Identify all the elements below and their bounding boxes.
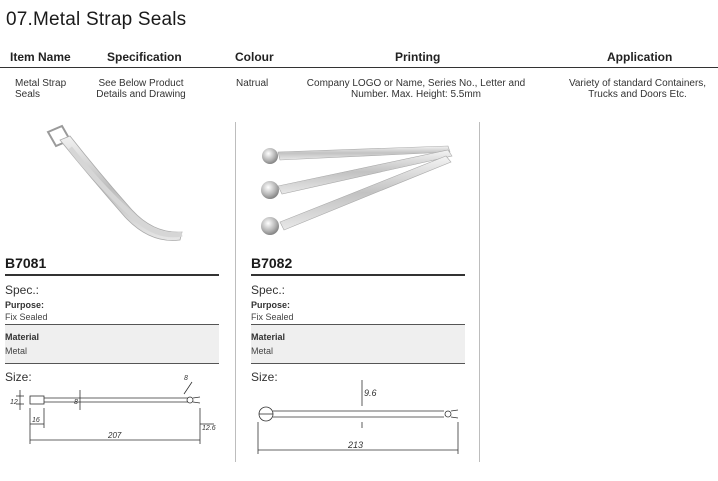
product-code: B7081 bbox=[5, 255, 47, 271]
cell-item-name: Metal Strap Seals bbox=[15, 78, 67, 100]
column-divider bbox=[235, 122, 236, 462]
cell-printing: Company LOGO or Name, Series No., Letter and Number. Max. Height: 5.5mm bbox=[306, 78, 526, 100]
divider bbox=[5, 363, 219, 364]
header-colour: Colour bbox=[235, 50, 274, 64]
material-label: Material bbox=[251, 332, 286, 342]
size-label: Size: bbox=[251, 370, 278, 384]
dim-hole: 16 bbox=[32, 417, 40, 424]
dim-tail: 12.6 bbox=[202, 425, 216, 432]
cell-specification: See Below Product Details and Drawing bbox=[96, 78, 186, 100]
material-band bbox=[5, 325, 219, 363]
cell-colour: Natrual bbox=[236, 78, 269, 89]
dim-length: 207 bbox=[108, 431, 122, 440]
divider bbox=[5, 274, 219, 276]
spec-label: Spec.: bbox=[251, 283, 286, 297]
purpose-value: Fix Sealed bbox=[5, 312, 48, 322]
column-divider bbox=[479, 122, 480, 462]
header-application: Application bbox=[607, 50, 673, 64]
dimension-drawing-b7082 bbox=[250, 372, 465, 458]
page-title: 07.Metal Strap Seals bbox=[6, 9, 187, 30]
material-band bbox=[251, 325, 465, 363]
material-value: Metal bbox=[251, 346, 274, 356]
size-label: Size: bbox=[5, 370, 32, 384]
divider bbox=[251, 274, 465, 276]
dim-diameter: 8 bbox=[184, 375, 188, 382]
header-specification: Specification bbox=[107, 50, 182, 64]
material-label: Material bbox=[5, 332, 40, 342]
dim-length: 213 bbox=[348, 440, 364, 450]
dim-height: 12 bbox=[10, 399, 18, 406]
purpose-label: Purpose: bbox=[251, 300, 291, 310]
spec-table-header bbox=[0, 46, 718, 68]
cell-application: Variety of standard Containers, Trucks and Doors Etc. bbox=[568, 78, 707, 100]
product-image-b7082 bbox=[248, 138, 468, 243]
header-printing: Printing bbox=[395, 50, 441, 64]
dim-width: 8 bbox=[74, 399, 78, 406]
divider bbox=[251, 363, 465, 364]
header-item-name: Item Name bbox=[10, 50, 71, 64]
spec-label: Spec.: bbox=[5, 283, 40, 297]
dim-width: 9.6 bbox=[364, 388, 377, 398]
purpose-value: Fix Sealed bbox=[251, 312, 294, 322]
purpose-label: Purpose: bbox=[5, 300, 45, 310]
dimension-drawing-b7081 bbox=[8, 368, 220, 450]
product-image-b7081 bbox=[30, 122, 200, 252]
product-code: B7082 bbox=[251, 255, 293, 271]
material-value: Metal bbox=[5, 346, 28, 356]
